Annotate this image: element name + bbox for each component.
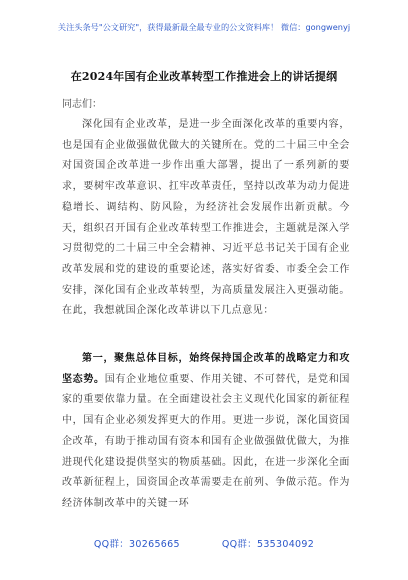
point-one-paragraph: [62, 349, 350, 515]
header-banner: 关注头条号"公文研究"，获得最新最全最专业的公文资料库！ 微信：gongwenyj: [57, 22, 351, 32]
footer-qq-groups: [0, 536, 408, 550]
intro-paragraph: 深化国有企业改革，是进一步全面深化改革的重要内容，也是国有企业做强做优做大的关键所在。党的二十届三中全会对国资国企改革进一步作出重大部署，提出了一系列新的要求，要树牢改革意识、扛牢改革责任，坚持以改革为动力促进稳增长、调结构、防风险，为经济社会发展作出新贡献。今天，组织召开国有企业改革转型工作推进会，主题就是深入学习贯彻党的二十届三中全会精神、习近平总书记关于国有企业改革发展和党的建设的重要论述，落实好省委、市委全会工作安排，深化国有企业改革转型，为高质量发展注入更强动能。在此，我想就国企深化改革讲以下几点意见：: [62, 119, 350, 317]
document-title: 在2024年国有企业改革转型工作推进会上的讲话提纲: [70, 70, 338, 83]
footer-qq-group-2: QQ群：535304092: [221, 539, 315, 550]
point-one-heading: 第一，聚焦总体目标，始终保持国企改革的战略定力和攻坚态势。: [62, 353, 350, 385]
salutation: 同志们：: [62, 99, 102, 110]
footer-qq-group-1: QQ群：30265665: [93, 539, 180, 550]
point-one-body: 国有企业地位重要、作用关键、不可替代，是党和国家的重要依靠力量。在全面建设社会主义现代化国家的新征程中，国有企业必须发挥更大的作用。更进一步说，深化国资国企改革，有助于推动国有资本和国有企业做强做优做大，为推进现代化建设提供坚实的物质基础。因此，在进一步深化全面改革新征程上，国资国企改革需要走在前列、争做示范。作为经济体制改革中的关键一环: [62, 373, 350, 509]
